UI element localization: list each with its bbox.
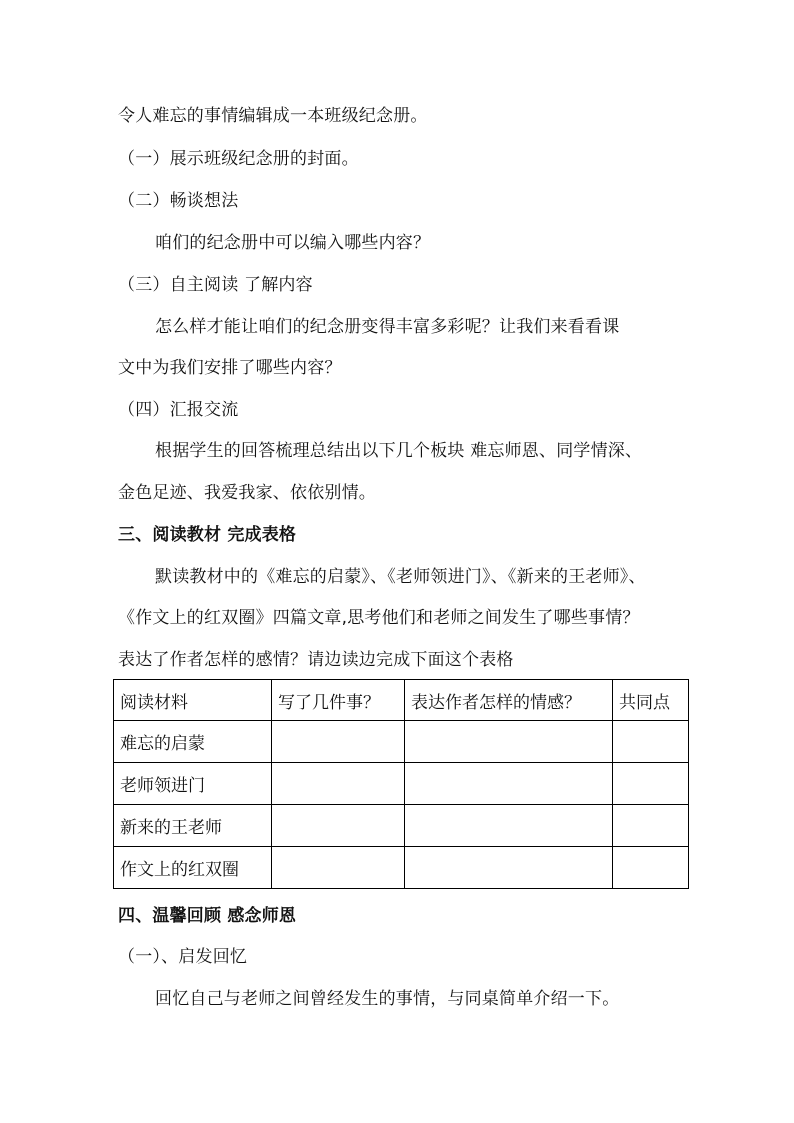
table-cell-empty [405, 721, 613, 763]
table-cell-empty [405, 805, 613, 847]
paragraph-line: 怎么样才能让咱们的纪念册变得丰富多彩呢？让我们来看看课 [155, 317, 620, 337]
table-cell-material: 难忘的启蒙 [114, 721, 272, 763]
table-cell-empty [613, 763, 689, 805]
paragraph-line: 《作文上的红双圈》四篇文章,思考他们和老师之间发生了哪些事情？ [118, 608, 640, 628]
paragraph-line: 回忆自己与老师之间曾经发生的事情，与同桌简单介绍一下。 [155, 989, 620, 1009]
subheading: （四）汇报交流 [118, 400, 239, 420]
table-cell-empty [613, 721, 689, 763]
table-cell-material: 作文上的红双圈 [114, 847, 272, 889]
table-header-cell: 表达作者怎样的情感？ [405, 680, 613, 721]
paragraph-line: 根据学生的回答梳理总结出以下几个板块 难忘师恩、同学情深、 [155, 441, 643, 461]
subheading: （一）、启发回忆 [118, 947, 248, 967]
table-cell-empty [613, 847, 689, 889]
table-row [114, 805, 689, 847]
section-heading: 四、温馨回顾 感念师恩 [118, 906, 297, 926]
paragraph-line: 文中为我们安排了哪些内容？ [118, 358, 342, 378]
table-row [114, 763, 689, 805]
reading-table [113, 679, 689, 889]
paragraph-line: 咱们的纪念册中可以编入哪些内容？ [155, 233, 431, 253]
table-cell-empty [272, 763, 405, 805]
table-cell-empty [405, 763, 613, 805]
paragraph-line: 默读教材中的《难忘的启蒙》、《老师领进门》、《新来的王老师》、 [155, 567, 646, 587]
table-cell-empty [405, 847, 613, 889]
table-cell-material: 老师领进门 [114, 763, 272, 805]
table-row [114, 847, 689, 889]
table-header-row [114, 680, 689, 721]
section-heading: 三、阅读教材 完成表格 [118, 525, 297, 545]
paragraph-line: 令人难忘的事情编辑成一本班级纪念册。 [118, 106, 428, 126]
table-cell-empty [272, 805, 405, 847]
table-cell-empty [272, 847, 405, 889]
subheading: （二）畅谈想法 [118, 191, 239, 211]
paragraph-line: 金色足迹、我爱我家、依依别情。 [118, 483, 376, 503]
subheading: （三）自主阅读 了解内容 [118, 275, 313, 295]
table-header-cell: 阅读材料 [114, 680, 272, 721]
subheading: （一）展示班级纪念册的封面。 [118, 149, 359, 169]
table-header-cell: 写了几件事？ [272, 680, 405, 721]
table-cell-empty [272, 721, 405, 763]
table-cell-material: 新来的王老师 [114, 805, 272, 847]
table-row [114, 721, 689, 763]
paragraph-line: 表达了作者怎样的感情？请边读边完成下面这个表格 [118, 650, 514, 670]
table-header-cell: 共同点 [613, 680, 689, 721]
table-cell-empty [613, 805, 689, 847]
